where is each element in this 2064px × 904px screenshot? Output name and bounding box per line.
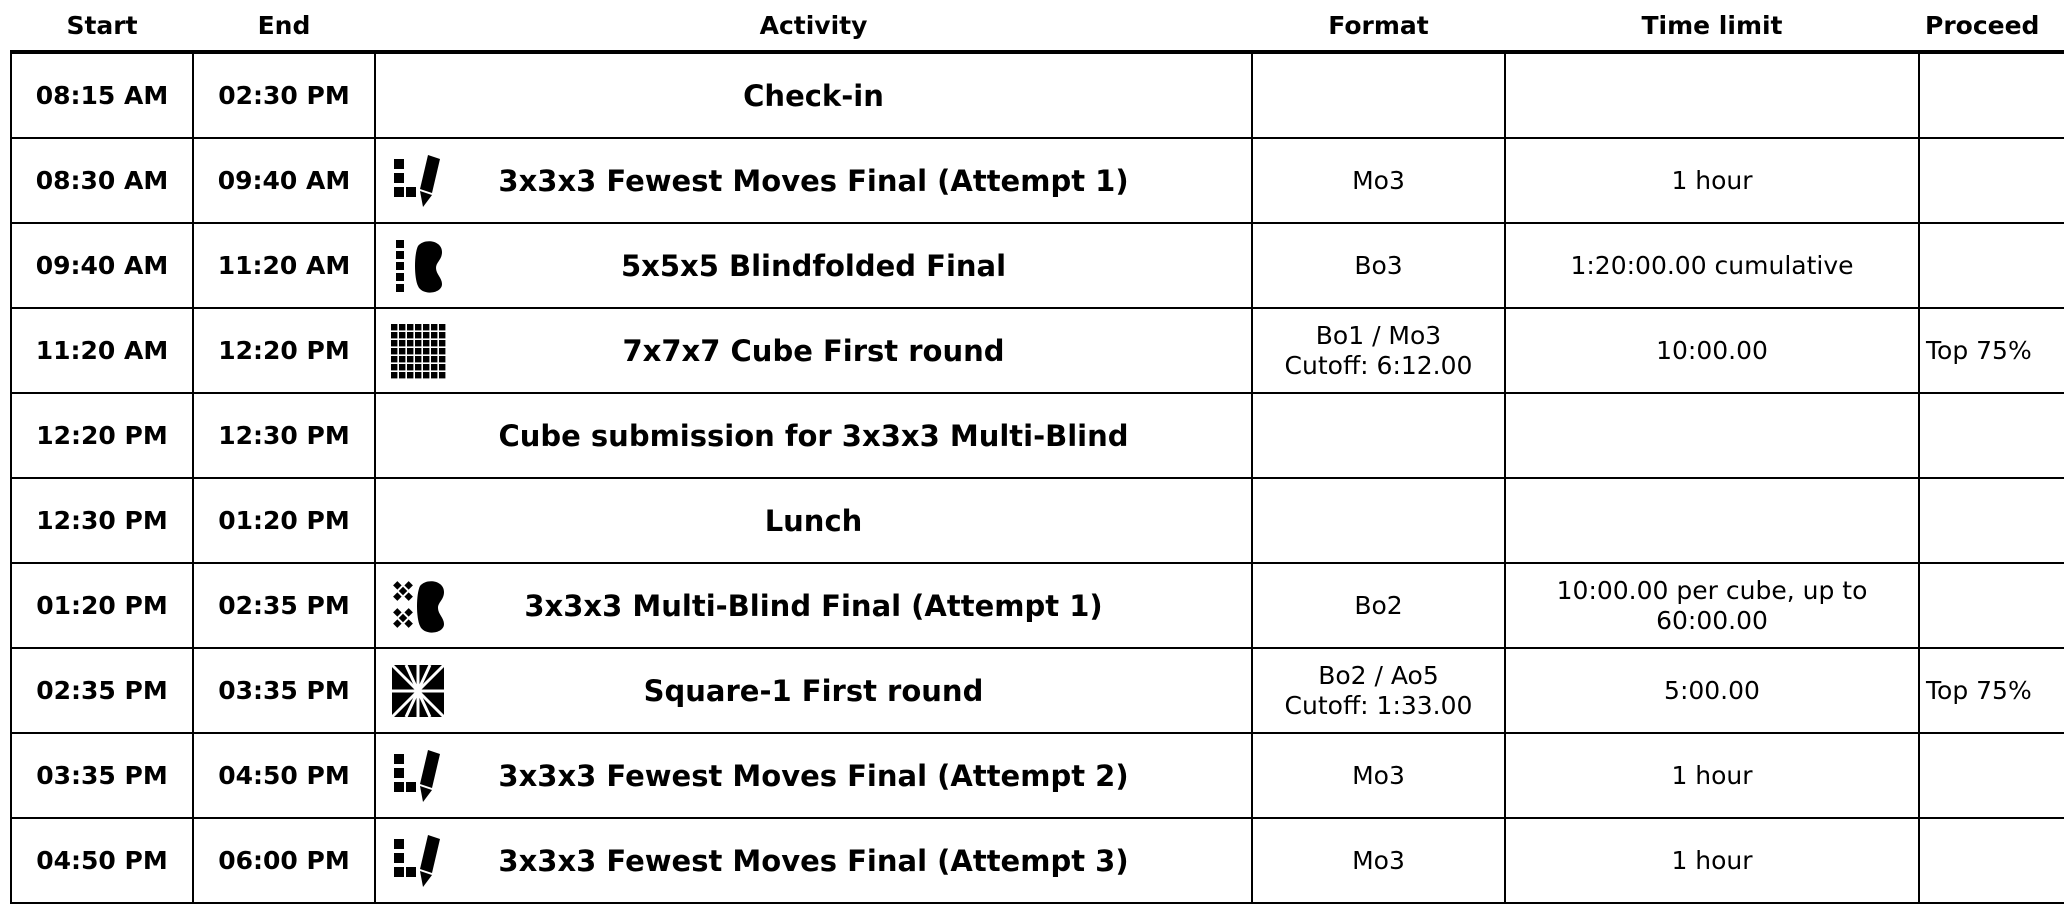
- fewest-moves-icon: [389, 832, 447, 890]
- activity-cell[interactable]: [375, 478, 1252, 563]
- start-time-cell: [11, 393, 193, 478]
- multi-blind-icon: [389, 577, 447, 635]
- end-time: 09:40 AM: [217, 166, 351, 195]
- start-time-cell: [11, 733, 193, 818]
- activity-cell[interactable]: [375, 818, 1252, 903]
- square-1-icon: [389, 662, 447, 720]
- start-time: 08:15 AM: [35, 81, 169, 110]
- activity-cell[interactable]: [375, 138, 1252, 223]
- activity-cell[interactable]: [375, 648, 1252, 733]
- activity-cell[interactable]: [375, 563, 1252, 648]
- end-time-cell: [193, 478, 375, 563]
- start-time-cell: [11, 818, 193, 903]
- start-time-cell: [11, 478, 193, 563]
- time-limit-value: 5:00.00: [1664, 675, 1760, 705]
- format-cell: [1252, 648, 1505, 733]
- schedule-row: [11, 138, 2064, 223]
- activity-name: Cube submission for 3x3x3 Multi-Blind: [498, 418, 1129, 453]
- activity-cell[interactable]: [375, 52, 1252, 138]
- end-time: 06:00 PM: [218, 846, 350, 875]
- time-limit-cell: [1505, 648, 1919, 733]
- format-value: Bo2: [1354, 590, 1403, 620]
- time-limit-value: 1 hour: [1671, 845, 1753, 875]
- format-cell: [1252, 52, 1505, 138]
- format-cell: [1252, 223, 1505, 308]
- activity-cell[interactable]: [375, 223, 1252, 308]
- format-cell: [1252, 733, 1505, 818]
- activity-name: 3x3x3 Fewest Moves Final (Attempt 2): [498, 758, 1129, 793]
- activity-name: 3x3x3 Fewest Moves Final (Attempt 3): [498, 843, 1129, 878]
- schedule-row: [11, 52, 2064, 138]
- start-time: 08:30 AM: [35, 166, 169, 195]
- end-time-cell: [193, 818, 375, 903]
- proceed-cell: [1919, 648, 2064, 733]
- start-time: 03:35 PM: [36, 761, 168, 790]
- schedule-row: [11, 733, 2064, 818]
- format-cell: [1252, 308, 1505, 393]
- time-limit-value: 1 hour: [1671, 165, 1753, 195]
- end-time: 02:30 PM: [218, 81, 350, 110]
- end-time-cell: [193, 733, 375, 818]
- end-time: 02:35 PM: [218, 591, 350, 620]
- proceed-value: Top 75%: [1926, 335, 2032, 365]
- time-limit-value: 10:00.00 per cube, up to: [1556, 575, 1868, 605]
- activity-name: Check-in: [743, 78, 884, 113]
- activity-name: Square-1 First round: [643, 673, 984, 708]
- end-time: 03:35 PM: [218, 676, 350, 705]
- end-time-cell: [193, 563, 375, 648]
- proceed-cell: [1919, 818, 2064, 903]
- end-time-cell: [193, 223, 375, 308]
- end-time: 12:20 PM: [218, 336, 350, 365]
- time-limit-cell: [1505, 138, 1919, 223]
- end-time: 01:20 PM: [218, 506, 350, 535]
- time-limit-cell: [1505, 393, 1919, 478]
- header-format: Format: [1252, 0, 1505, 52]
- end-time: 11:20 AM: [217, 251, 351, 280]
- time-limit-value-cont: 60:00.00: [1656, 605, 1768, 635]
- header-activity: Activity: [375, 0, 1252, 52]
- start-time: 11:20 AM: [35, 336, 169, 365]
- end-time-cell: [193, 308, 375, 393]
- format-value: Bo1 / Mo3: [1315, 320, 1442, 350]
- time-limit-value: 1:20:00.00 cumulative: [1570, 250, 1854, 280]
- schedule-row: [11, 818, 2064, 903]
- format-value: Mo3: [1352, 845, 1405, 875]
- start-time-cell: [11, 223, 193, 308]
- start-time: 12:20 PM: [36, 421, 168, 450]
- time-limit-cell: [1505, 563, 1919, 648]
- format-cell: [1252, 478, 1505, 563]
- end-time-cell: [193, 52, 375, 138]
- time-limit-cell: [1505, 733, 1919, 818]
- proceed-cell: [1919, 223, 2064, 308]
- schedule-table: [10, 0, 2064, 904]
- end-time: 12:30 PM: [218, 421, 350, 450]
- start-time-cell: [11, 52, 193, 138]
- cutoff-value: Cutoff: 6:12.00: [1284, 350, 1473, 380]
- start-time: 12:30 PM: [36, 506, 168, 535]
- proceed-cell: [1919, 52, 2064, 138]
- fewest-moves-icon: [389, 152, 447, 210]
- proceed-cell: [1919, 393, 2064, 478]
- activity-name: 3x3x3 Fewest Moves Final (Attempt 1): [498, 163, 1129, 198]
- schedule-row: [11, 223, 2064, 308]
- activity-cell[interactable]: [375, 733, 1252, 818]
- schedule-row: [11, 308, 2064, 393]
- end-time: 04:50 PM: [218, 761, 350, 790]
- time-limit-cell: [1505, 52, 1919, 138]
- activity-cell[interactable]: [375, 393, 1252, 478]
- start-time: 04:50 PM: [36, 846, 168, 875]
- header-row: [11, 0, 2064, 52]
- start-time-cell: [11, 563, 193, 648]
- format-cell: [1252, 393, 1505, 478]
- activity-name: 7x7x7 Cube First round: [622, 333, 1005, 368]
- time-limit-value: 1 hour: [1671, 760, 1753, 790]
- time-limit-cell: [1505, 818, 1919, 903]
- start-time: 02:35 PM: [36, 676, 168, 705]
- 5x5-blindfolded-icon: [389, 237, 447, 295]
- schedule-row: [11, 393, 2064, 478]
- time-limit-cell: [1505, 308, 1919, 393]
- end-time-cell: [193, 138, 375, 223]
- activity-cell[interactable]: [375, 308, 1252, 393]
- start-time: 09:40 AM: [35, 251, 169, 280]
- format-value: Mo3: [1352, 760, 1405, 790]
- proceed-cell: [1919, 733, 2064, 818]
- start-time: 01:20 PM: [36, 591, 168, 620]
- schedule-row: [11, 648, 2064, 733]
- start-time-cell: [11, 138, 193, 223]
- format-value: Mo3: [1352, 165, 1405, 195]
- activity-name: Lunch: [764, 503, 863, 538]
- schedule-row: [11, 563, 2064, 648]
- header-time-limit: Time limit: [1505, 0, 1919, 52]
- format-cell: [1252, 138, 1505, 223]
- time-limit-cell: [1505, 223, 1919, 308]
- header-end: End: [193, 0, 375, 52]
- schedule-row: [11, 478, 2064, 563]
- proceed-cell: [1919, 138, 2064, 223]
- fewest-moves-icon: [389, 747, 447, 805]
- end-time-cell: [193, 648, 375, 733]
- proceed-cell: [1919, 478, 2064, 563]
- 7x7-cube-icon: [389, 322, 447, 380]
- activity-name: 3x3x3 Multi-Blind Final (Attempt 1): [524, 588, 1103, 623]
- header-start: Start: [11, 0, 193, 52]
- start-time-cell: [11, 648, 193, 733]
- proceed-cell: [1919, 308, 2064, 393]
- end-time-cell: [193, 393, 375, 478]
- format-value: Bo3: [1354, 250, 1403, 280]
- time-limit-cell: [1505, 478, 1919, 563]
- activity-name: 5x5x5 Blindfolded Final: [620, 248, 1007, 283]
- time-limit-value: 10:00.00: [1656, 335, 1768, 365]
- format-cell: [1252, 818, 1505, 903]
- format-value: Bo2 / Ao5: [1318, 660, 1439, 690]
- header-proceed: Proceed: [1919, 0, 2064, 52]
- proceed-cell: [1919, 563, 2064, 648]
- start-time-cell: [11, 308, 193, 393]
- cutoff-value: Cutoff: 1:33.00: [1284, 690, 1473, 720]
- format-cell: [1252, 563, 1505, 648]
- proceed-value: Top 75%: [1926, 675, 2032, 705]
